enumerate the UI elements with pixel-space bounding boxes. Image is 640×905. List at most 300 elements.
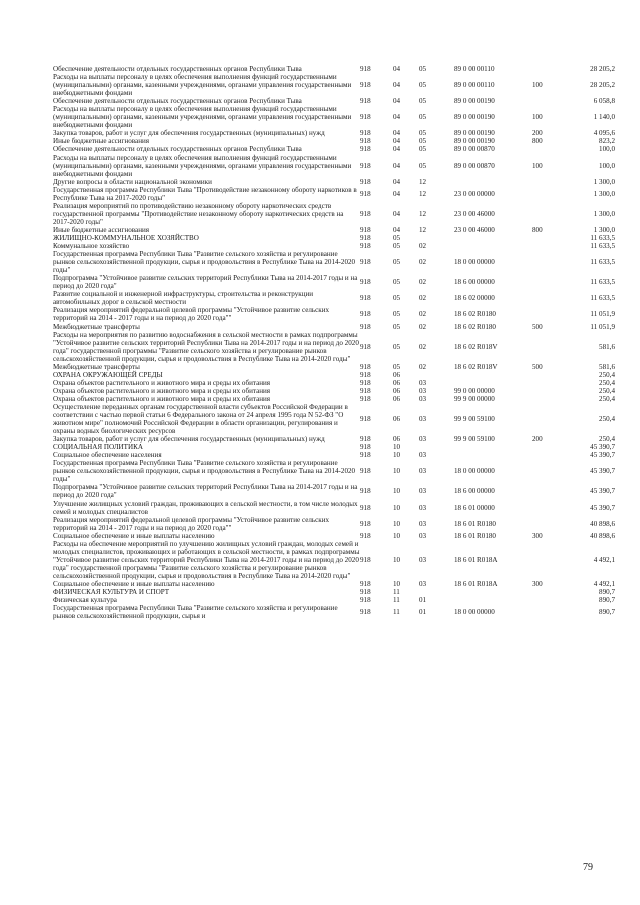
expense-type-code-cell xyxy=(532,500,562,516)
amount-cell: 890,7 xyxy=(599,608,615,617)
subsection-code-cell: 03 xyxy=(419,519,427,528)
subsection-code-cell: 05 xyxy=(419,65,427,73)
target-article-code-cell: 89 0 00 00190 xyxy=(454,113,495,122)
item-name-cell: Социальное обеспечение населения xyxy=(53,451,162,460)
expense-type-code-cell xyxy=(532,250,562,274)
section-code-cell: 11 xyxy=(393,588,400,597)
table-row xyxy=(53,580,615,588)
amount-cell: 250,4 xyxy=(599,394,615,403)
amount-cell: 11 051,9 xyxy=(590,322,615,331)
subsection-code-cell: 02 xyxy=(419,362,427,371)
item-name-cell: Расходы на выплаты персоналу в целях обеспечения выполнения функций государственными (муниципальными) органами, казенными учреждениями, органами управления государственными внебюджетными фондами xyxy=(53,153,352,178)
amount-cell: 250,4 xyxy=(599,378,615,387)
section-code-cell: 04 xyxy=(393,65,401,73)
table-row xyxy=(53,459,615,483)
table-row xyxy=(53,186,615,202)
section-code-cell: 04 xyxy=(393,97,401,106)
ministry-code-cell: 918 xyxy=(360,145,371,154)
table-row xyxy=(53,129,615,137)
expense-type-code-cell xyxy=(532,306,562,322)
table-row xyxy=(53,306,615,322)
ministry-code-cell: 918 xyxy=(360,555,371,564)
expense-type-code-cell xyxy=(532,596,562,604)
ministry-code-cell: 918 xyxy=(360,519,371,528)
table-row xyxy=(53,387,615,395)
budget-table-body xyxy=(53,65,615,620)
ministry-code-cell: 918 xyxy=(360,378,371,387)
table-row xyxy=(53,483,615,499)
item-name-cell: Иные бюджетные ассигнования xyxy=(53,137,150,146)
item-name-cell: Охрана объектов растительного и животного мира и среды их обитания xyxy=(53,386,271,395)
table-row xyxy=(53,73,615,97)
ministry-code-cell: 918 xyxy=(360,129,371,138)
table-row xyxy=(53,242,615,250)
target-article-code-cell xyxy=(454,451,532,459)
section-code-cell: 05 xyxy=(393,322,401,331)
section-code-cell: 04 xyxy=(393,209,401,218)
target-article-code-cell: 18 6 02 R0180 xyxy=(454,310,496,319)
amount-cell: 4 492,1 xyxy=(593,555,615,564)
expense-type-code-cell xyxy=(532,242,562,250)
subsection-code-cell: 03 xyxy=(419,435,427,444)
table-row xyxy=(53,323,615,331)
section-code-cell: 11 xyxy=(393,596,400,605)
item-name-cell: Закупка товаров, работ и услуг для обеспечения государственных (муниципальных) нужд xyxy=(53,435,325,444)
item-name-cell: Развитие социальной и инженерной инфраструктуры, строительства и реконструкции автомобильных дорог в сельской местности xyxy=(53,290,314,307)
target-article-code-cell: 18 6 02 00000 xyxy=(454,294,495,303)
table-row xyxy=(53,532,615,540)
amount-cell: 40 898,6 xyxy=(590,531,615,540)
section-code-cell: 05 xyxy=(393,233,401,242)
table-row xyxy=(53,154,615,178)
amount-cell: 1 300,0 xyxy=(593,225,615,234)
item-name-cell: ЖИЛИЩНО-КОММУНАЛЬНОЕ ХОЗЯЙСТВО xyxy=(53,233,199,242)
section-code-cell: 06 xyxy=(393,435,401,444)
expense-type-code-cell xyxy=(532,459,562,483)
amount-cell: 45 390,7 xyxy=(590,443,615,452)
target-article-code-cell: 99 9 00 59100 xyxy=(454,415,495,424)
ministry-code-cell: 918 xyxy=(360,294,371,303)
section-code-cell: 10 xyxy=(393,467,401,476)
amount-cell: 250,4 xyxy=(599,435,615,444)
amount-cell: 581,6 xyxy=(599,362,615,371)
ministry-code-cell: 918 xyxy=(360,310,371,319)
table-row xyxy=(53,331,615,363)
amount-cell: 250,4 xyxy=(599,370,615,379)
table-row xyxy=(53,250,615,274)
item-name-cell: Межбюджетные трансферты xyxy=(53,322,140,331)
subsection-code-cell: 12 xyxy=(419,209,427,218)
ministry-code-cell: 918 xyxy=(360,342,371,351)
amount-cell: 45 390,7 xyxy=(590,467,615,476)
item-name-cell: ФИЗИЧЕСКАЯ КУЛЬТУРА И СПОРТ xyxy=(53,588,170,597)
section-code-cell: 10 xyxy=(393,487,401,496)
subsection-code-cell: 05 xyxy=(419,129,427,138)
expense-type-code-cell: 300 xyxy=(532,531,543,540)
subsection-code-cell: 02 xyxy=(419,310,427,319)
table-row xyxy=(53,105,615,129)
table-row xyxy=(53,178,615,186)
ministry-code-cell: 918 xyxy=(360,113,371,122)
amount-cell: 40 898,6 xyxy=(590,519,615,528)
expense-type-code-cell xyxy=(532,387,562,395)
section-code-cell: 04 xyxy=(393,177,401,186)
ministry-code-cell: 918 xyxy=(360,435,371,444)
expense-type-code-cell: 800 xyxy=(532,225,543,234)
subsection-code-cell: 02 xyxy=(419,278,427,287)
target-article-code-cell xyxy=(454,178,532,186)
expense-type-code-cell xyxy=(532,540,562,580)
expense-type-code-cell xyxy=(532,371,562,379)
item-name-cell: Расходы на выплаты персоналу в целях обеспечения выполнения функций государственными (муниципальными) органами, казенными учреждениями, органами управления государственными внебюджетными фондами xyxy=(53,73,352,98)
table-row xyxy=(53,403,615,435)
table-row xyxy=(53,137,615,145)
expense-type-code-cell xyxy=(532,516,562,532)
amount-cell: 1 300,0 xyxy=(593,209,615,218)
target-article-code-cell: 18 0 00 00000 xyxy=(454,467,495,476)
subsection-code-cell: 12 xyxy=(419,177,427,186)
amount-cell: 890,7 xyxy=(599,588,615,597)
expense-type-code-cell xyxy=(532,290,562,306)
ministry-code-cell: 918 xyxy=(360,322,371,331)
expense-type-code-cell xyxy=(532,483,562,499)
amount-cell: 11 051,9 xyxy=(590,310,615,319)
subsection-code-cell xyxy=(419,588,454,596)
expense-type-code-cell: 200 xyxy=(532,129,543,138)
item-name-cell: Реализация мероприятий федеральной целевой программы "Устойчивое развитие сельских территорий на 2014 - 2017 годы и на период до 2020 года"" xyxy=(53,515,330,532)
ministry-code-cell: 918 xyxy=(360,394,371,403)
table-row xyxy=(53,443,615,451)
table-row xyxy=(53,202,615,226)
target-article-code-cell: 99 9 00 59100 xyxy=(454,435,495,444)
amount-cell: 28 205,2 xyxy=(590,81,615,90)
section-code-cell: 10 xyxy=(393,503,401,512)
expense-type-code-cell xyxy=(532,588,562,596)
target-article-code-cell: 23 0 00 46000 xyxy=(454,225,495,234)
item-name-cell: ОХРАНА ОКРУЖАЮЩЕЙ СРЕДЫ xyxy=(53,370,163,379)
expense-type-code-cell xyxy=(532,274,562,290)
expense-type-code-cell xyxy=(532,186,562,202)
target-article-code-cell: 18 6 00 00000 xyxy=(454,278,495,287)
page-number: 79 xyxy=(583,862,593,873)
subsection-code-cell: 12 xyxy=(419,225,427,234)
section-code-cell: 06 xyxy=(393,386,401,395)
expense-type-code-cell: 300 xyxy=(532,580,543,588)
subsection-code-cell: 03 xyxy=(419,394,427,403)
amount-cell: 11 633,5 xyxy=(590,233,615,242)
target-article-code-cell: 18 6 02 R018V xyxy=(454,362,498,371)
target-article-code-cell: 18 6 01 R0180 xyxy=(454,519,496,528)
ministry-code-cell: 918 xyxy=(360,588,371,597)
table-row xyxy=(53,379,615,387)
ministry-code-cell: 918 xyxy=(360,225,371,234)
item-name-cell: Обеспечение деятельности отдельных государственных органов Республики Тыва xyxy=(53,145,302,154)
target-article-code-cell: 89 0 00 00190 xyxy=(454,97,495,106)
ministry-code-cell: 918 xyxy=(360,177,371,186)
budget-table xyxy=(53,65,615,620)
ministry-code-cell: 918 xyxy=(360,81,371,90)
item-name-cell: Подпрограмма "Устойчивое развитие сельских территорий Республики Тыва на 2014-2017 годы и на период до 2020 года" xyxy=(53,274,358,291)
target-article-code-cell: 99 0 00 00000 xyxy=(454,386,495,395)
table-row xyxy=(53,274,615,290)
ministry-code-cell: 918 xyxy=(360,531,371,540)
ministry-code-cell: 918 xyxy=(360,161,371,170)
table-row xyxy=(53,234,615,242)
subsection-code-cell: 03 xyxy=(419,531,427,540)
amount-cell: 11 633,5 xyxy=(590,278,615,287)
ministry-code-cell: 918 xyxy=(360,370,371,379)
item-name-cell: Расходы на мероприятия по развитию водоснабжения в сельской местности в рамках подпрограммы "Устойчивое развитие сельских территорий Республики Тыва на 2014-2017 годы и на период до 2020 года" государственной программы "Развитие сельского хозяйства и регулирование рынков сельскохозяйственной продукции, сырья и продовольствия в Республике Тыва на 2014-2020 годы" xyxy=(53,330,359,363)
table-row xyxy=(53,290,615,306)
expense-type-code-cell: 500 xyxy=(532,322,543,331)
amount-cell: 11 633,5 xyxy=(590,242,615,251)
ministry-code-cell: 918 xyxy=(360,580,371,588)
amount-cell: 4 492,1 xyxy=(593,580,615,588)
ministry-code-cell: 918 xyxy=(360,65,371,73)
target-article-code-cell xyxy=(454,234,532,242)
item-name-cell: Социальное обеспечение и иные выплаты населению xyxy=(53,531,215,540)
target-article-code-cell xyxy=(454,443,532,451)
item-name-cell: СОЦИАЛЬНАЯ ПОЛИТИКА xyxy=(53,443,143,452)
expense-type-code-cell xyxy=(532,331,562,363)
subsection-code-cell: 01 xyxy=(419,608,427,617)
amount-cell: 1 300,0 xyxy=(593,177,615,186)
item-name-cell: Коммунальное хозяйство xyxy=(53,242,130,251)
target-article-code-cell xyxy=(454,379,532,387)
subsection-code-cell: 02 xyxy=(419,242,427,251)
amount-cell: 45 390,7 xyxy=(590,451,615,460)
subsection-code-cell: 03 xyxy=(419,555,427,564)
expense-type-code-cell: 500 xyxy=(532,362,543,371)
subsection-code-cell: 02 xyxy=(419,322,427,331)
expense-type-code-cell xyxy=(532,403,562,435)
target-article-code-cell: 89 0 00 00190 xyxy=(454,137,495,146)
item-name-cell: Физическая культура xyxy=(53,596,117,605)
target-article-code-cell xyxy=(454,588,532,596)
expense-type-code-cell xyxy=(532,145,562,153)
section-code-cell: 04 xyxy=(393,129,401,138)
target-article-code-cell: 89 0 00 00870 xyxy=(454,145,495,154)
table-row xyxy=(53,516,615,532)
subsection-code-cell: 05 xyxy=(419,161,427,170)
expense-type-code-cell xyxy=(532,202,562,226)
target-article-code-cell: 18 6 02 R0180 xyxy=(454,322,496,331)
item-name-cell: Подпрограмма "Устойчивое развитие сельских территорий Республики Тыва на 2014-2017 годы и на период до 2020 года" xyxy=(53,483,358,500)
item-name-cell: Осуществление переданных органам государственной власти субъектов Российской Федерации в соответствии с частью первой статьи 6 Федерального закона от 24 апреля 1995 года N 52-ФЗ "О животном мире" полномочий Российской Федерации в области организации, регулирования и охраны водных биологических ресурсов xyxy=(53,402,348,436)
item-name-cell: Социальное обеспечение и иные выплаты населению xyxy=(53,580,215,588)
amount-cell: 4 095,6 xyxy=(593,129,615,138)
section-code-cell: 05 xyxy=(393,294,401,303)
section-code-cell: 06 xyxy=(393,370,401,379)
ministry-code-cell: 918 xyxy=(360,487,371,496)
expense-type-code-cell xyxy=(532,178,562,186)
section-code-cell: 10 xyxy=(393,555,401,564)
target-article-code-cell: 89 0 00 00190 xyxy=(454,129,495,138)
section-code-cell: 05 xyxy=(393,258,401,267)
item-name-cell: Иные бюджетные ассигнования xyxy=(53,225,150,234)
table-row xyxy=(53,435,615,443)
subsection-code-cell: 12 xyxy=(419,189,427,198)
subsection-code-cell: 02 xyxy=(419,294,427,303)
target-article-code-cell: 18 6 02 R018V xyxy=(454,342,498,351)
table-row xyxy=(53,145,615,153)
target-article-code-cell: 18 6 01 00000 xyxy=(454,503,495,512)
expense-type-code-cell xyxy=(532,379,562,387)
amount-cell: 823,2 xyxy=(599,137,615,146)
section-code-cell: 06 xyxy=(393,394,401,403)
amount-cell: 6 058,8 xyxy=(593,97,615,106)
ministry-code-cell: 918 xyxy=(360,278,371,287)
ministry-code-cell: 918 xyxy=(360,451,371,460)
section-code-cell: 04 xyxy=(393,161,401,170)
target-article-code-cell: 18 6 01 R018A xyxy=(454,555,498,564)
subsection-code-cell: 05 xyxy=(419,81,427,90)
item-name-cell: Расходы на выплаты персоналу в целях обеспечения выполнения функций государственными (муниципальными) органами, казенными учреждениями, органами управления государственными внебюджетными фондами xyxy=(53,105,352,130)
expense-type-code-cell: 100 xyxy=(532,113,543,122)
section-code-cell: 04 xyxy=(393,145,401,154)
expense-type-code-cell xyxy=(532,604,562,620)
expense-type-code-cell xyxy=(532,451,562,459)
item-name-cell: Государственная программа Республики Тыва "Развитие сельского хозяйства и регулирование рынков сельскохозяйственной продукции, сырья и продовольствия в Республике Тыва на 2014-2020 годы" xyxy=(53,250,356,275)
subsection-code-cell: 05 xyxy=(419,113,427,122)
item-name-cell: Обеспечение деятельности отдельных государственных органов Республики Тыва xyxy=(53,97,302,106)
section-code-cell: 04 xyxy=(393,189,401,198)
item-name-cell: Обеспечение деятельности отдельных государственных органов Республики Тыва xyxy=(53,65,302,73)
expense-type-code-cell xyxy=(532,97,562,105)
item-name-cell: Закупка товаров, работ и услуг для обеспечения государственных (муниципальных) нужд xyxy=(53,129,325,138)
target-article-code-cell: 18 6 01 R0180 xyxy=(454,531,496,540)
amount-cell: 11 633,5 xyxy=(590,258,615,267)
amount-cell: 45 390,7 xyxy=(590,487,615,496)
target-article-code-cell: 89 0 00 00110 xyxy=(454,65,495,73)
subsection-code-cell xyxy=(419,443,454,451)
target-article-code-cell: 89 0 00 00870 xyxy=(454,161,495,170)
amount-cell: 100,0 xyxy=(599,145,615,154)
table-row xyxy=(53,395,615,403)
section-code-cell: 11 xyxy=(393,608,400,617)
table-row xyxy=(53,65,615,73)
expense-type-code-cell xyxy=(532,395,562,403)
ministry-code-cell: 918 xyxy=(360,189,371,198)
section-code-cell: 04 xyxy=(393,225,401,234)
subsection-code-cell xyxy=(419,234,454,242)
table-row xyxy=(53,588,615,596)
subsection-code-cell: 03 xyxy=(419,580,427,588)
ministry-code-cell: 918 xyxy=(360,503,371,512)
subsection-code-cell: 03 xyxy=(419,415,427,424)
table-row xyxy=(53,97,615,105)
section-code-cell: 04 xyxy=(393,113,401,122)
ministry-code-cell: 918 xyxy=(360,596,371,605)
ministry-code-cell: 918 xyxy=(360,233,371,242)
section-code-cell: 04 xyxy=(393,81,401,90)
target-article-code-cell xyxy=(454,596,532,604)
ministry-code-cell: 918 xyxy=(360,415,371,424)
subsection-code-cell: 03 xyxy=(419,378,427,387)
subsection-code-cell: 01 xyxy=(419,596,427,605)
table-row xyxy=(53,604,615,620)
ministry-code-cell: 918 xyxy=(360,362,371,371)
table-row xyxy=(53,540,615,580)
ministry-code-cell: 918 xyxy=(360,242,371,251)
expense-type-code-cell: 800 xyxy=(532,137,543,146)
amount-cell: 890,7 xyxy=(599,596,615,605)
item-name-cell: Межбюджетные трансферты xyxy=(53,362,140,371)
subsection-code-cell: 02 xyxy=(419,342,427,351)
amount-cell: 28 205,2 xyxy=(590,65,615,73)
section-code-cell: 05 xyxy=(393,242,401,251)
ministry-code-cell: 918 xyxy=(360,386,371,395)
ministry-code-cell: 918 xyxy=(360,443,371,452)
target-article-code-cell xyxy=(454,242,532,250)
section-code-cell: 10 xyxy=(393,451,401,460)
table-row xyxy=(53,451,615,459)
expense-type-code-cell: 100 xyxy=(532,81,543,90)
table-row xyxy=(53,226,615,234)
item-name-cell: Другие вопросы в области национальной экономики xyxy=(53,177,212,186)
table-row xyxy=(53,500,615,516)
subsection-code-cell: 05 xyxy=(419,97,427,106)
subsection-code-cell: 03 xyxy=(419,467,427,476)
section-code-cell: 06 xyxy=(393,415,401,424)
item-name-cell: Государственная программа Республики Тыва "Развитие сельского хозяйства и регулирование рынков сельскохозяйственной продукции, сырья и xyxy=(53,604,338,621)
subsection-code-cell xyxy=(419,371,454,379)
ministry-code-cell: 918 xyxy=(360,209,371,218)
expense-type-code-cell xyxy=(532,65,562,73)
section-code-cell: 05 xyxy=(393,362,401,371)
amount-cell: 1 140,0 xyxy=(593,113,615,122)
target-article-code-cell: 23 0 00 00000 xyxy=(454,189,495,198)
expense-type-code-cell xyxy=(532,234,562,242)
subsection-code-cell: 05 xyxy=(419,137,427,146)
section-code-cell: 05 xyxy=(393,278,401,287)
target-article-code-cell: 23 0 00 46000 xyxy=(454,209,495,218)
ministry-code-cell: 918 xyxy=(360,467,371,476)
section-code-cell: 05 xyxy=(393,342,401,351)
subsection-code-cell: 03 xyxy=(419,451,427,460)
amount-cell: 11 633,5 xyxy=(590,294,615,303)
subsection-code-cell: 03 xyxy=(419,386,427,395)
expense-type-code-cell xyxy=(532,443,562,451)
target-article-code-cell: 89 0 00 00110 xyxy=(454,81,495,90)
target-article-code-cell: 18 0 00 00000 xyxy=(454,608,495,617)
target-article-code-cell: 18 6 01 R018A xyxy=(454,580,498,588)
amount-cell: 45 390,7 xyxy=(590,503,615,512)
expense-type-code-cell: 200 xyxy=(532,435,543,444)
target-article-code-cell: 99 9 00 00000 xyxy=(454,394,495,403)
item-name-cell: Расходы на обеспечение мероприятий по улучшению жилищных условий граждан, молодых семей и молодых специалистов, проживающих и работающих в сельской местности, в рамках подпрограммы "Устойчивое развитие сельских территорий Республики Тыва на 2014-2017 годы и на период до 2020 года" государственной программы "Развитие сельского хозяйства и регулирование рынков сельскохозяйственной продукции, сырья и продовольствия в Республике Тыва на 2014-2020 годы" xyxy=(53,539,360,580)
item-name-cell: Охрана объектов растительного и животного мира и среды их обитания xyxy=(53,394,271,403)
subsection-code-cell: 03 xyxy=(419,503,427,512)
item-name-cell: Реализация мероприятий федеральной целевой программы "Устойчивое развитие сельских территорий на 2014 - 2017 годы и на период до 2020 года"" xyxy=(53,306,330,323)
subsection-code-cell: 02 xyxy=(419,258,427,267)
amount-cell: 250,4 xyxy=(599,415,615,424)
item-name-cell: Государственная программа Республики Тыва "Противодействие незаконному обороту наркотиков в Республике Тыва на 2017-2020 годы" xyxy=(53,185,357,202)
section-code-cell: 10 xyxy=(393,519,401,528)
section-code-cell: 10 xyxy=(393,531,401,540)
ministry-code-cell: 918 xyxy=(360,258,371,267)
ministry-code-cell: 918 xyxy=(360,608,371,617)
section-code-cell: 05 xyxy=(393,310,401,319)
amount-cell: 100,0 xyxy=(599,161,615,170)
section-code-cell: 06 xyxy=(393,378,401,387)
amount-cell: 250,4 xyxy=(599,386,615,395)
amount-cell: 581,6 xyxy=(599,342,615,351)
expense-type-code-cell: 100 xyxy=(532,161,543,170)
section-code-cell: 10 xyxy=(393,580,401,588)
table-row xyxy=(53,363,615,371)
target-article-code-cell: 18 6 00 00000 xyxy=(454,487,495,496)
